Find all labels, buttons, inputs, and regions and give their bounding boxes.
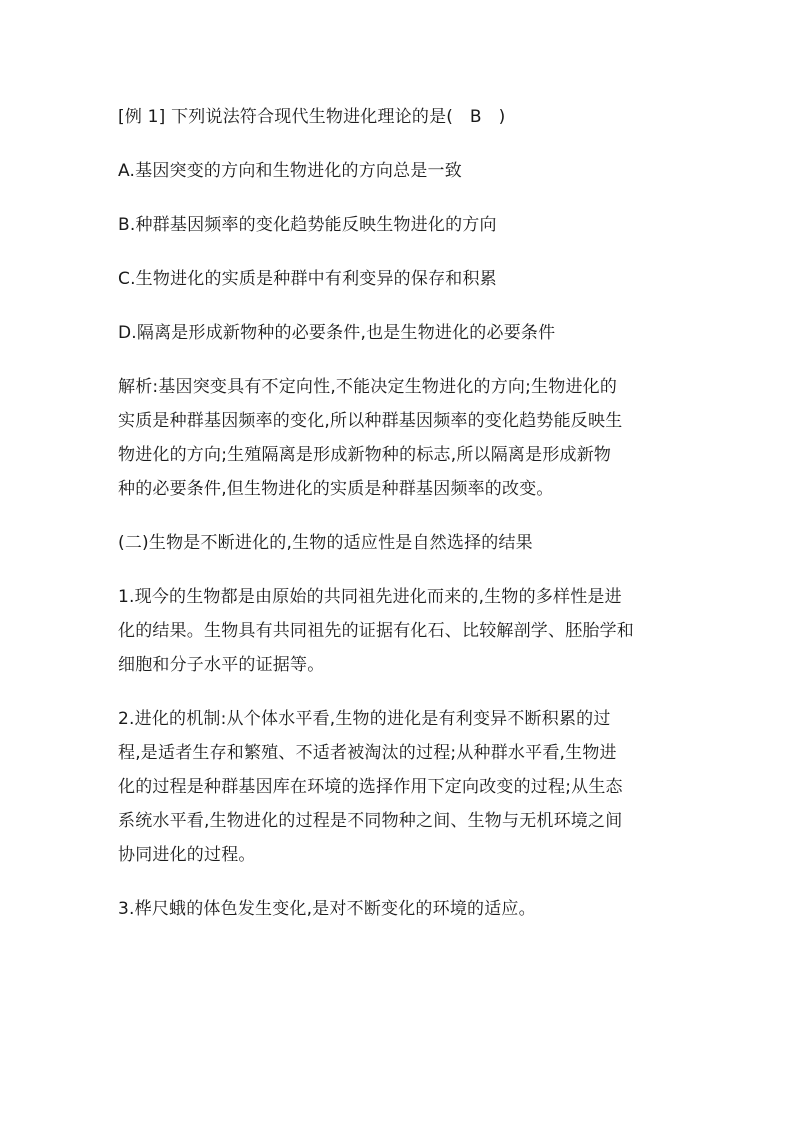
point-line: 系统水平看,生物进化的过程是不同物种之间、生物与无机环境之间: [118, 811, 623, 831]
point-line: 化的过程是种群基因库在环境的选择作用下定向改变的过程;从生态: [118, 777, 623, 797]
analysis-line: 实质是种群基因频率的变化,所以种群基因频率的变化趋势能反映生: [118, 411, 623, 431]
option-text: C.生物进化的实质是种群中有利变异的保存和积累: [118, 269, 497, 289]
question-text: [例 1] 下列说法符合现代生物进化理论的是( B ): [118, 107, 506, 127]
analysis-paragraph: [118, 370, 688, 506]
point-line: 3.桦尺蛾的体色发生变化,是对不断变化的环境的适应。: [118, 899, 536, 919]
point-line: 2.进化的机制:从个体水平看,生物的进化是有利变异不断积累的过: [118, 709, 611, 729]
analysis-line: 种的必要条件,但生物进化的实质是种群基因频率的改变。: [118, 479, 554, 499]
point-1: [118, 580, 688, 682]
option-d: [118, 316, 688, 350]
option-c: [118, 262, 688, 296]
point-3: [118, 892, 688, 926]
analysis-line: 解析:基因突变具有不定向性,不能决定生物进化的方向;生物进化的: [118, 377, 618, 397]
option-a: [118, 154, 688, 188]
point-line: 1.现今的生物都是由原始的共同祖先进化而来的,生物的多样性是进: [118, 587, 622, 607]
point-line: 化的结果。生物具有共同祖先的证据有化石、比较解剖学、胚胎学和: [118, 621, 634, 641]
point-line: 细胞和分子水平的证据等。: [118, 655, 325, 675]
document-page: [118, 100, 688, 946]
section-heading-text: (二)生物是不断进化的,生物的适应性是自然选择的结果: [118, 533, 533, 553]
option-text: B.种群基因频率的变化趋势能反映生物进化的方向: [118, 215, 497, 235]
option-text: D.隔离是形成新物种的必要条件,也是生物进化的必要条件: [118, 323, 556, 343]
point-line: 程,是适者生存和繁殖、不适者被淘汰的过程;从种群水平看,生物进: [118, 743, 617, 763]
point-2: [118, 702, 688, 872]
analysis-line: 物进化的方向;生殖隔离是形成新物种的标志,所以隔离是形成新物: [118, 445, 612, 465]
option-b: [118, 208, 688, 242]
point-line: 协同进化的过程。: [118, 845, 256, 865]
example-question: [118, 100, 688, 134]
option-text: A.基因突变的方向和生物进化的方向总是一致: [118, 161, 462, 181]
section-heading: [118, 526, 688, 560]
